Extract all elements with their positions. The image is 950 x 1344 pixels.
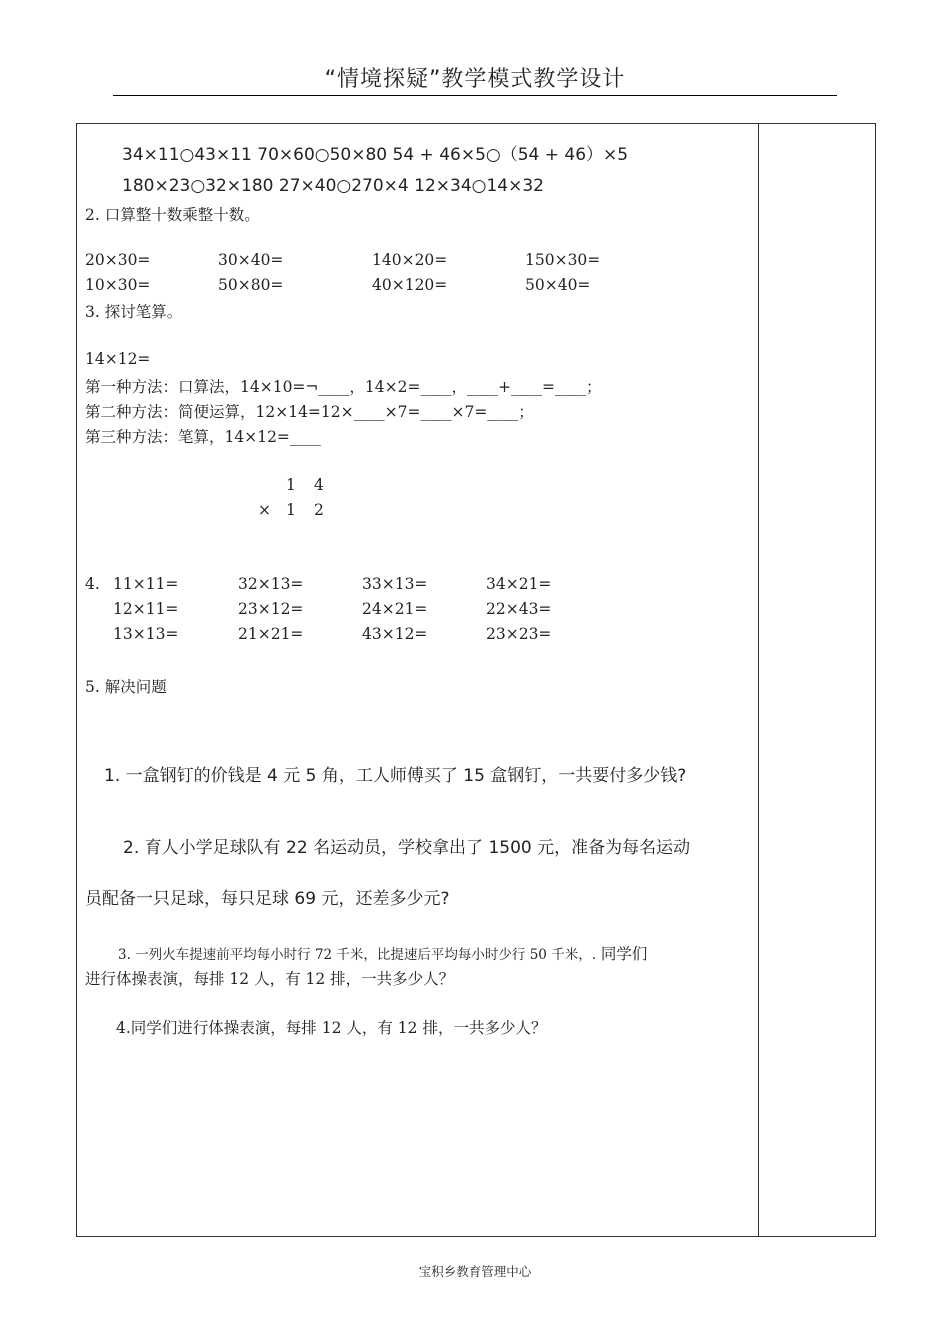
problem-3-part-1: 3. 一列火车提速前平均每小时行 72 千米，比提速后平均每小时少行 50 千米，. xyxy=(118,947,596,963)
calc-4-1-2: 32×13= xyxy=(238,575,304,593)
problem-3-part-2: 同学们 xyxy=(595,945,648,963)
calc-4-1-1: 11×11= xyxy=(113,575,179,593)
footer-text: 宝积乡教育管理中心 xyxy=(418,1264,532,1279)
section-2-title: 2. 口算整十数乘整十数。 xyxy=(85,206,260,224)
calc-4-1-4: 34×21= xyxy=(486,575,552,593)
method-3: 第三种方法：笔算，14×12=____ xyxy=(85,428,321,446)
calc-4-3-1: 13×13= xyxy=(113,625,179,643)
header-rule xyxy=(113,95,837,96)
page-title: “情境探疑”教学模式教学设计 xyxy=(324,67,626,92)
vertical-digit: 2 xyxy=(314,501,324,519)
calc-2-1-2: 30×40= xyxy=(218,251,284,269)
calc-2-1-3: 140×20= xyxy=(372,251,448,269)
compare-row-2: 180×23○32×180 27×40○270×4 12×34○14×32 xyxy=(122,176,544,196)
method-1: 第一种方法：口算法，14×10=¬____，14×2=____，____+____=____； xyxy=(85,378,602,396)
content-table xyxy=(76,123,876,1237)
calc-2-2-2: 50×80= xyxy=(218,276,284,294)
calc-2-2-4: 50×40= xyxy=(525,276,591,294)
calc-4-3-2: 21×21= xyxy=(238,625,304,643)
vertical-operator: × xyxy=(258,501,271,519)
calc-4-2-1: 12×11= xyxy=(113,600,179,618)
section-4-label: 4. xyxy=(85,575,100,593)
problem-2-line-2: 员配备一只足球，每只足球 69 元，还差多少元? xyxy=(85,889,450,909)
calc-4-1-3: 33×13= xyxy=(362,575,428,593)
calc-2-1-1: 20×30= xyxy=(85,251,151,269)
section-5-title: 5. 解决问题 xyxy=(85,678,167,696)
calc-4-3-3: 43×12= xyxy=(362,625,428,643)
calc-4-2-3: 24×21= xyxy=(362,600,428,618)
problem-3-line-1 xyxy=(118,942,647,964)
calc-2-2-3: 40×120= xyxy=(372,276,448,294)
problem-1: 1. 一盒钢钉的价钱是 4 元 5 角，工人师傅买了 15 盒钢钉，一共要付多少钱? xyxy=(104,766,687,786)
section-3-title: 3. 探讨笔算。 xyxy=(85,303,183,321)
problem-3-line-2: 进行体操表演，每排 12 人，有 12 排，一共多少人？ xyxy=(85,970,455,988)
section-3-expr: 14×12= xyxy=(85,350,151,368)
compare-row-1: 34×11○43×11 70×60○50×80 54 + 46×5○（54 + 46）×5 xyxy=(122,145,629,165)
calc-4-2-4: 22×43= xyxy=(486,600,552,618)
problem-2-line-1: 2. 育人小学足球队有 22 名运动员，学校拿出了 1500 元，准备为每名运动 xyxy=(123,838,691,858)
table-column-divider xyxy=(758,123,759,1236)
problem-4: 4.同学们进行体操表演，每排 12 人，有 12 排，一共多少人？ xyxy=(116,1019,547,1037)
calc-4-3-4: 23×23= xyxy=(486,625,552,643)
calc-2-1-4: 150×30= xyxy=(525,251,601,269)
calc-4-2-2: 23×12= xyxy=(238,600,304,618)
calc-2-2-1: 10×30= xyxy=(85,276,151,294)
vertical-digit: 4 xyxy=(314,476,324,494)
vertical-digit: 1 xyxy=(286,501,296,519)
vertical-digit: 1 xyxy=(286,476,296,494)
method-2: 第二种方法：简便运算，12×14=12×____×7=____×7=____； xyxy=(85,403,534,421)
